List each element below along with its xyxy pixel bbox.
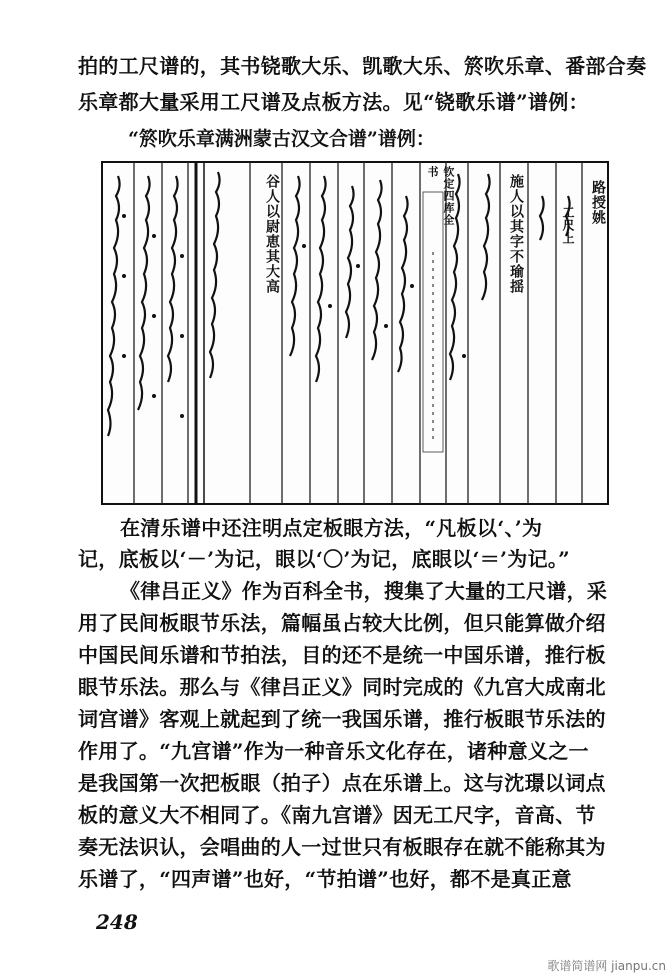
body-line-4: 用了民间板眼节乐法，篇幅虽占较大比例，但只能算做介绍 [78, 611, 606, 635]
body-line-8: 作用了。“九宫谱”作为一种音乐文化存在，诸种意义之一 [78, 739, 589, 763]
intro-line-1: 拍的工尺谱的，其书铙歌大乐、凯歌大乐、箊吹乐章、番部合奏 [78, 54, 647, 78]
page-number: 248 [96, 910, 138, 934]
score-image [100, 156, 610, 508]
body-line-10: 板的意义大不相同了。《南九宫谱》因无工尺字，音高、节 [78, 803, 596, 827]
body-line-12: 乐谱了，“四声谱”也好，“节拍谱”也好，都不是真正意 [78, 867, 572, 891]
figure-caption: “箊吹乐章满洲蒙古汉文合谱”谱例： [128, 128, 435, 150]
body-line-7: 词宫谱》客观上就起到了统一我国乐谱，推行板眼节乐法的 [78, 707, 606, 731]
body-line-3: 《律吕正义》作为百科全书，搜集了大量的工尺谱，采 [120, 579, 608, 603]
body-line-9: 是我国第一次把板眼（拍子）点在乐谱上。这与沈璟以词点 [78, 771, 606, 795]
lyrics-column-1: 谷人以尉恵其大高 [264, 174, 280, 294]
body-line-11: 奏无法识认，会唱曲的人一过世只有板眼存在就不能称其为 [78, 835, 606, 859]
intro-line-2: 乐章都大量采用工尺谱及点板方法。见“铙歌乐谱”谱例： [78, 90, 589, 114]
body-line-1: 在清乐谱中还注明点定板眼方法，“凡板以‘、’为 [120, 516, 543, 540]
pitch-notes: 工尺上 [561, 206, 575, 245]
body-line-2: 记，底板以‘－’为记，眼以‘〇’为记，底眼以‘＝’为记。” [78, 547, 570, 571]
score-figure [100, 156, 610, 508]
piece-title: 路授姚 [590, 180, 606, 225]
body-line-5: 中国民间乐谱和节拍法，目的还不是统一中国乐谱，推行板 [78, 643, 606, 667]
lyrics-column-2: 施人以其字不瑜揺 [508, 174, 524, 294]
body-line-6: 眼节乐法。那么与《律吕正义》同时完成的《九宫大成南北 [78, 675, 606, 699]
site-watermark: 歌谱简谱网 jianpu.cn [547, 959, 666, 973]
book-header: 钦定四库全书 [426, 166, 455, 226]
